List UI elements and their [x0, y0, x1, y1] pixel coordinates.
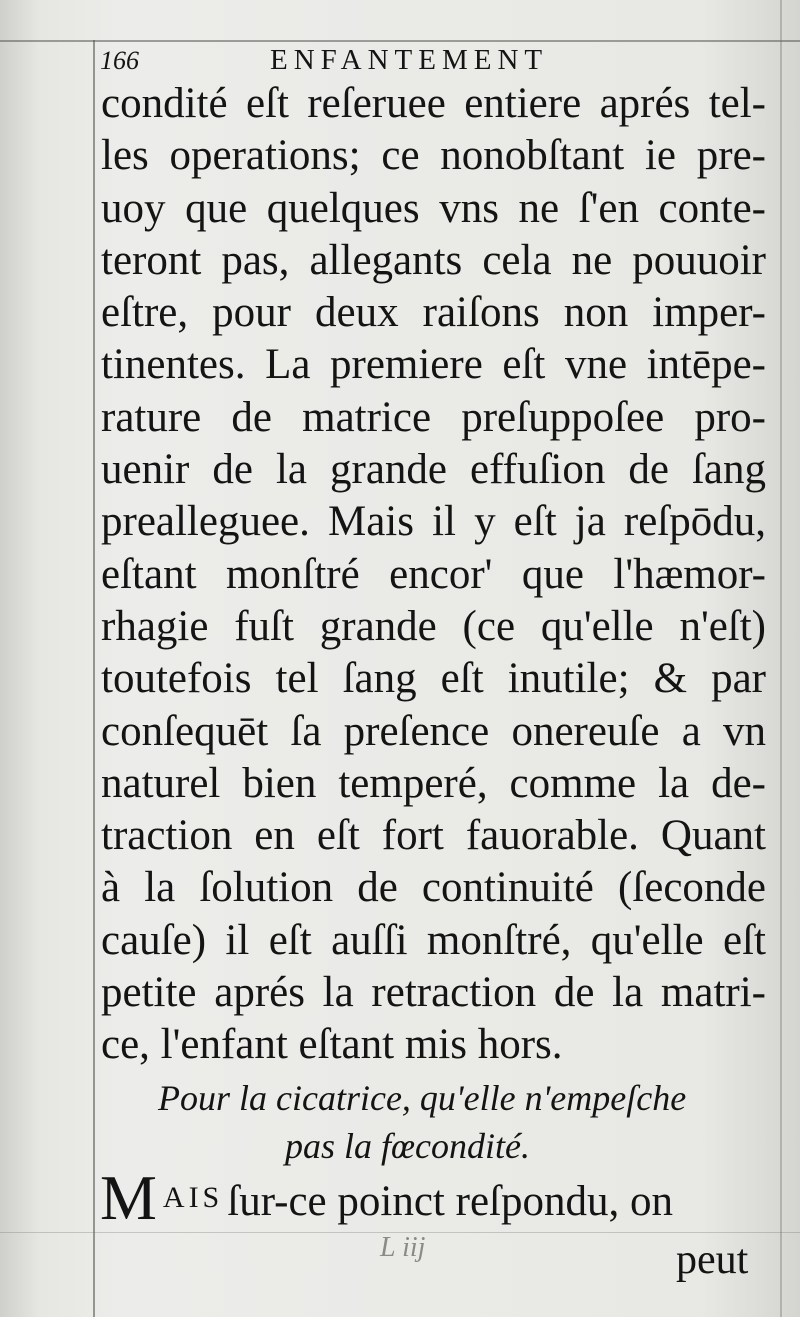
text-line: eſtre, pour deux raiſons non imper-	[101, 289, 766, 337]
next-paragraph	[100, 1162, 765, 1233]
text-line: conſequēt ſa preſence onereuſe a vn	[101, 707, 766, 755]
text-line: petite aprés la retraction de la matri-	[101, 969, 766, 1017]
text-line: traction en eſt fort fauorable. Quant	[101, 812, 766, 860]
catchword: peut	[676, 1237, 749, 1283]
section-heading-line-1: Pour la cicatrice, qu'elle n'empeſche	[158, 1078, 687, 1118]
text-line: uoy que quelques vns ne ſ'en conte-	[101, 184, 766, 232]
text-line: à la ſolution de continuité (ſeconde	[101, 864, 766, 912]
text-line: les operations; ce nonobſtant ie pre-	[101, 132, 766, 180]
text-line: toutefois tel ſang eſt inutile; & par	[101, 655, 766, 703]
text-line: cauſe) il eſt auſſi monſtré, qu'elle eſt	[101, 916, 766, 964]
text-line: rhagie fuſt grande (ce qu'elle n'eſt)	[101, 602, 766, 650]
text-line: eſtant monſtré encor' que l'hæmor-	[101, 550, 766, 598]
text-line: tinentes. La premiere eſt vne intēpe-	[101, 341, 766, 389]
signature-mark: L iij	[380, 1232, 426, 1263]
top-rule	[0, 40, 800, 42]
text-line: teront pas, allegants cela ne pouuoir	[101, 236, 766, 284]
drop-cap: M	[100, 1162, 157, 1233]
section-heading-line-2: pas la fœcondité.	[285, 1126, 530, 1166]
small-caps-word: AIS	[162, 1181, 224, 1214]
page-number: 166	[100, 46, 139, 75]
text-line: condité eſt reſeruee entiere aprés tel-	[101, 80, 766, 127]
right-margin-rule	[780, 0, 782, 1317]
paragraph-text: ſur-ce poinct reſpondu, on	[227, 1178, 673, 1225]
text-line: ce, l'enfant eſtant mis hors.	[101, 1021, 563, 1069]
text-line: prealleguee. Mais il y eſt ja reſpōdu,	[101, 498, 766, 546]
body-text	[101, 78, 766, 1072]
text-line: naturel bien temperé, comme la de-	[101, 759, 766, 807]
text-line: rature de matrice preſuppoſee pro-	[101, 393, 766, 441]
text-line: uenir de la grande effuſion de ſang	[101, 446, 766, 494]
running-head: ENFANTEMENT	[270, 44, 549, 76]
left-margin-rule	[93, 40, 95, 1317]
section-heading	[100, 1074, 765, 1170]
